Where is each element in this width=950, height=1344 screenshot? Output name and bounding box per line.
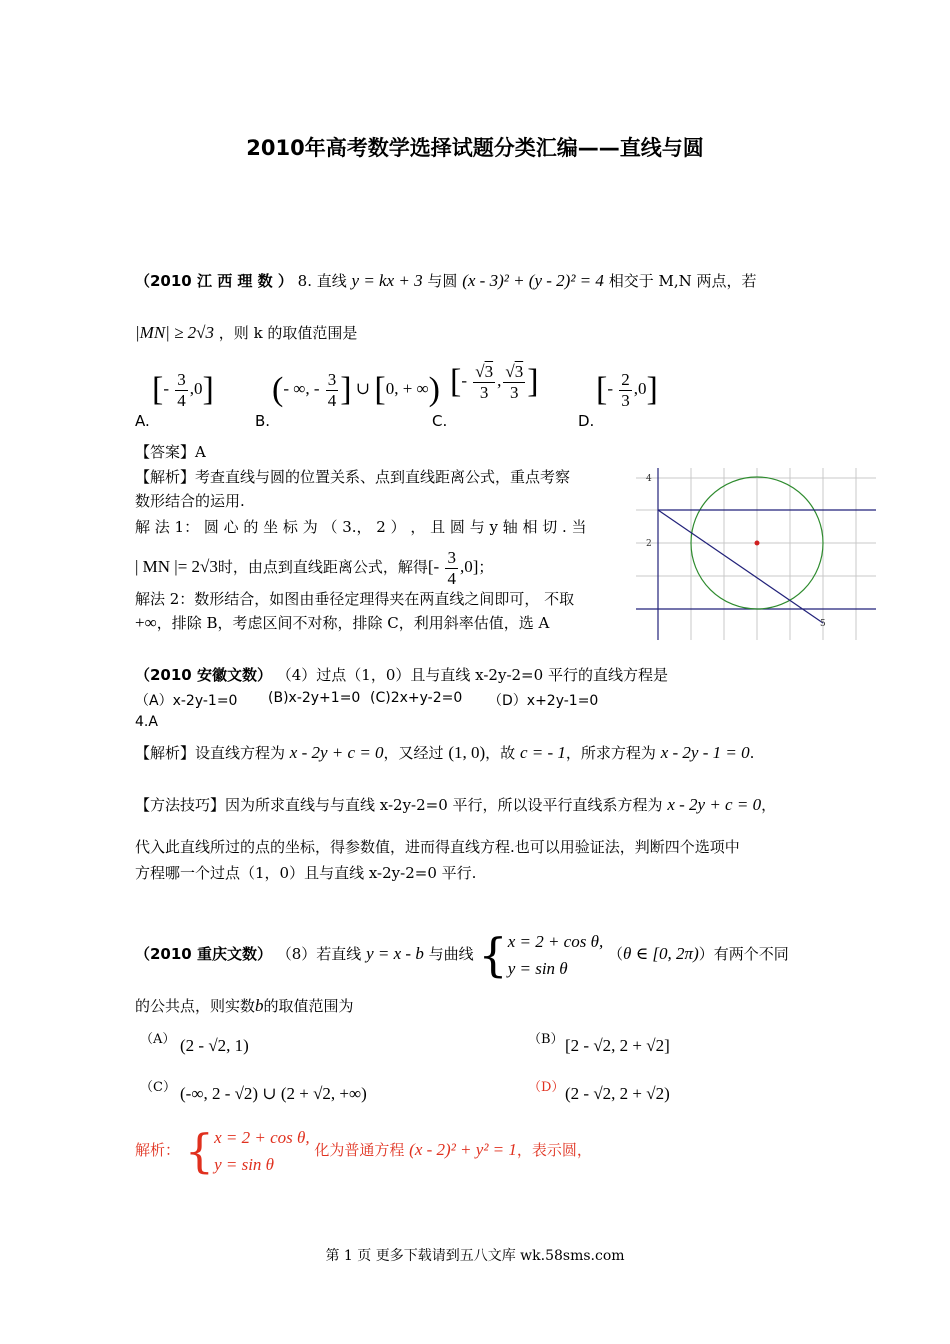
q3-sol-curve-2: y = sin θ bbox=[214, 1155, 275, 1175]
q3-opt-c-label: （C） bbox=[140, 1080, 176, 1095]
q1-with-circle: 与圆 bbox=[427, 272, 458, 290]
q2-jx-eq2: x - 2y - 1 = 0 bbox=[660, 743, 750, 762]
q1-opt-b-label: B. bbox=[255, 412, 271, 430]
q1-method1-2: 时，由点到直线距离公式，解得 bbox=[217, 557, 428, 576]
q3-line-eq: y = x - b bbox=[366, 944, 424, 964]
q2-jx-4: ，所求方程为 bbox=[565, 744, 656, 762]
q1-stem-rest: 相交于 M,N 两点，若 bbox=[608, 272, 757, 290]
y-tick-4: 4 bbox=[646, 474, 652, 484]
q1-source: （2010 江 西 理 数 ） bbox=[135, 272, 293, 290]
q3-opt-d-label: （D） bbox=[528, 1080, 565, 1095]
q1-stem-num: 8. 直线 bbox=[297, 272, 347, 290]
q1-circle-eq: (x - 3)² + (y - 2)² = 4 bbox=[462, 271, 604, 290]
q2-ans: 4.A bbox=[135, 714, 158, 730]
q3-sol-curve-1: x = 2 + cos θ, bbox=[214, 1128, 310, 1147]
q3-stem-2: 与曲线 bbox=[428, 945, 474, 964]
q3-stem-5: 的取值范围为 bbox=[263, 997, 354, 1015]
q1-analysis-1: 【解析】考查直线与圆的位置关系、点到直线距离公式，重点考察 bbox=[135, 468, 571, 486]
q1-method1-end: ； bbox=[478, 557, 494, 576]
q1-opt-a: [- $\frac{3}{4}$ ,0] bbox=[152, 370, 214, 410]
q3-opt-b-label: （B） bbox=[528, 1032, 564, 1047]
q1-method1-1: 解 法 1： 圆 心 的 坐 标 为 （ 3.， 2 ） ， 且 圆 与 y 轴 相 切 . 当 bbox=[135, 518, 587, 536]
q3-curve-2: y = sin θ bbox=[507, 959, 568, 979]
q3-opt-a: (2 - √2, 1) bbox=[180, 1036, 249, 1055]
q1-opt-d: [- $\frac{2}{3}$ ,0] bbox=[596, 370, 658, 410]
q1-method1-line2: | MN |= 2√3时，由点到直线距离公式，解得[- $\frac{3}{4}$ ,0]； bbox=[135, 548, 494, 588]
q3-stem-line: （2010 重庆文数） （8）若直线 y = x - b 与曲线 { x = 2 + cos θ, y = sin θ （θ ∈ [0, 2π)）有两个不同 bbox=[135, 928, 789, 983]
q3-opt-b: [2 - √2, 2 + √2] bbox=[565, 1036, 670, 1055]
q2-fangfa-line bbox=[135, 794, 776, 815]
q2-jx-1: 【解析】设直线方程为 bbox=[135, 744, 286, 762]
q2-jiexi-line bbox=[135, 742, 754, 763]
q2-jx-pt: (1, 0) bbox=[448, 743, 486, 762]
q2-ff-3: 代入此直线所过的点的坐标，得参数值，进而得直线方程.也可以用验证法，判断四个选项中 bbox=[135, 838, 740, 856]
q2-stem-line bbox=[135, 664, 668, 685]
q3-param: θ ∈ [0, 2π) bbox=[623, 944, 699, 964]
q1-cond-rest: ，则 k 的取值范围是 bbox=[218, 324, 358, 342]
x-tick-5: 5 bbox=[820, 619, 826, 629]
secant-line bbox=[658, 510, 823, 623]
q3-opt-d: (2 - √2, 2 + √2) bbox=[565, 1084, 670, 1103]
q3-param-open: （ bbox=[607, 945, 623, 964]
q3-opt-c: (-∞, 2 - √2) ∪ (2 + √2, +∞) bbox=[180, 1084, 367, 1103]
q1-opt-b: (- ∞, - $\frac{3}{4}$ ] ∪ [0, + ∞) bbox=[272, 370, 440, 410]
q1-opt-a-label: A. bbox=[135, 412, 150, 430]
q1-method2-1: 解法 2：数形结合，如图由垂径定理得夹在两直线之间即可， 不取 bbox=[135, 590, 575, 608]
y-tick-2: 2 bbox=[646, 539, 652, 549]
q2-jx-eq1: x - 2y + c = 0 bbox=[289, 743, 384, 762]
q1-answer: 【答案】A bbox=[135, 443, 206, 461]
q1-opt-c: [- $\frac{√3}{3}$ , $\frac{√3}{3}$ ] bbox=[450, 362, 539, 402]
q1-graph bbox=[636, 468, 876, 640]
q1-opt-c-label: C. bbox=[432, 412, 448, 430]
q2-ff-1: 【方法技巧】因为所求直线与与直线 x-2y-2=0 平行，所以设平行直线系方程为 bbox=[135, 796, 663, 814]
q1-line-eq: y = kx + 3 bbox=[351, 271, 423, 290]
q2-ff-2: ， bbox=[761, 796, 777, 814]
q2-ff-4: 方程哪一个过点（1，0）且与直线 x-2y-2=0 平行. bbox=[135, 864, 477, 882]
q2-jx-c: c = - 1 bbox=[519, 743, 566, 762]
q2-opt-c: (C)2x+y-2=0 bbox=[370, 690, 463, 706]
q2-jx-2: ，又经过 bbox=[383, 744, 444, 762]
q1-opt-d-label: D. bbox=[578, 412, 595, 430]
q2-opt-d: （D）x+2y-1=0 bbox=[488, 693, 599, 709]
q3-opt-a-label: （A） bbox=[140, 1032, 176, 1047]
q2-opt-b: (B)x-2y+1=0 bbox=[268, 690, 361, 706]
q2-opt-a: （A）x-2y-1=0 bbox=[135, 693, 238, 709]
q3-solution: 解析： { x = 2 + cos θ, y = sin θ 化为普通方程 (x - 2)² + y² = 1，表示圆， bbox=[135, 1124, 592, 1179]
q1-condition bbox=[135, 322, 357, 343]
q3-curve-1: x = 2 + cos θ, bbox=[507, 932, 604, 951]
q3-sol-end: ，表示圆， bbox=[516, 1141, 592, 1160]
q3-stem-3: ）有两个不同 bbox=[698, 945, 789, 964]
q3-sol-label: 解析： bbox=[135, 1141, 181, 1160]
q1-cond-eq: |MN| ≥ 2√3 bbox=[135, 323, 215, 342]
q2-source: （2010 安徽文数） bbox=[135, 666, 272, 684]
q3-source: （2010 重庆文数） bbox=[135, 945, 272, 964]
q3-b-var: b bbox=[255, 996, 264, 1015]
circle-center-point bbox=[755, 541, 760, 546]
page-title: 2010年高考数学选择试题分类汇编——直线与圆 bbox=[246, 136, 704, 160]
q1-stem-line bbox=[135, 270, 756, 291]
q3-stem-1: （8）若直线 bbox=[276, 945, 362, 964]
q1-method1-eq: | MN |= 2√3 bbox=[135, 556, 218, 576]
q3-sol-eq: (x - 2)² + y² = 1 bbox=[409, 1140, 517, 1160]
page-footer: 第 1 页 更多下载请到五八文库 wk.58sms.com bbox=[325, 1248, 625, 1264]
q1-method2-inf: +∞ bbox=[135, 613, 157, 632]
q2-jx-5: . bbox=[749, 744, 755, 762]
q1-method2-2: ，排除 B，考虑区间不对称，排除 C，利用斜率估值，选 A bbox=[156, 614, 550, 632]
q1-analysis-2: 数形结合的运用. bbox=[135, 492, 245, 510]
q3-sol-text: 化为普通方程 bbox=[314, 1141, 405, 1160]
q2-stem: （4）过点（1，0）且与直线 x-2y-2=0 平行的直线方程是 bbox=[276, 666, 668, 684]
q3-stem-4: 的公共点，则实数 bbox=[135, 997, 256, 1015]
q3-stem-line2 bbox=[135, 995, 354, 1016]
q1-method2-line2 bbox=[135, 612, 549, 633]
q2-jx-3: ，故 bbox=[485, 744, 516, 762]
q2-ff-eq: x - 2y + c = 0 bbox=[667, 795, 762, 814]
